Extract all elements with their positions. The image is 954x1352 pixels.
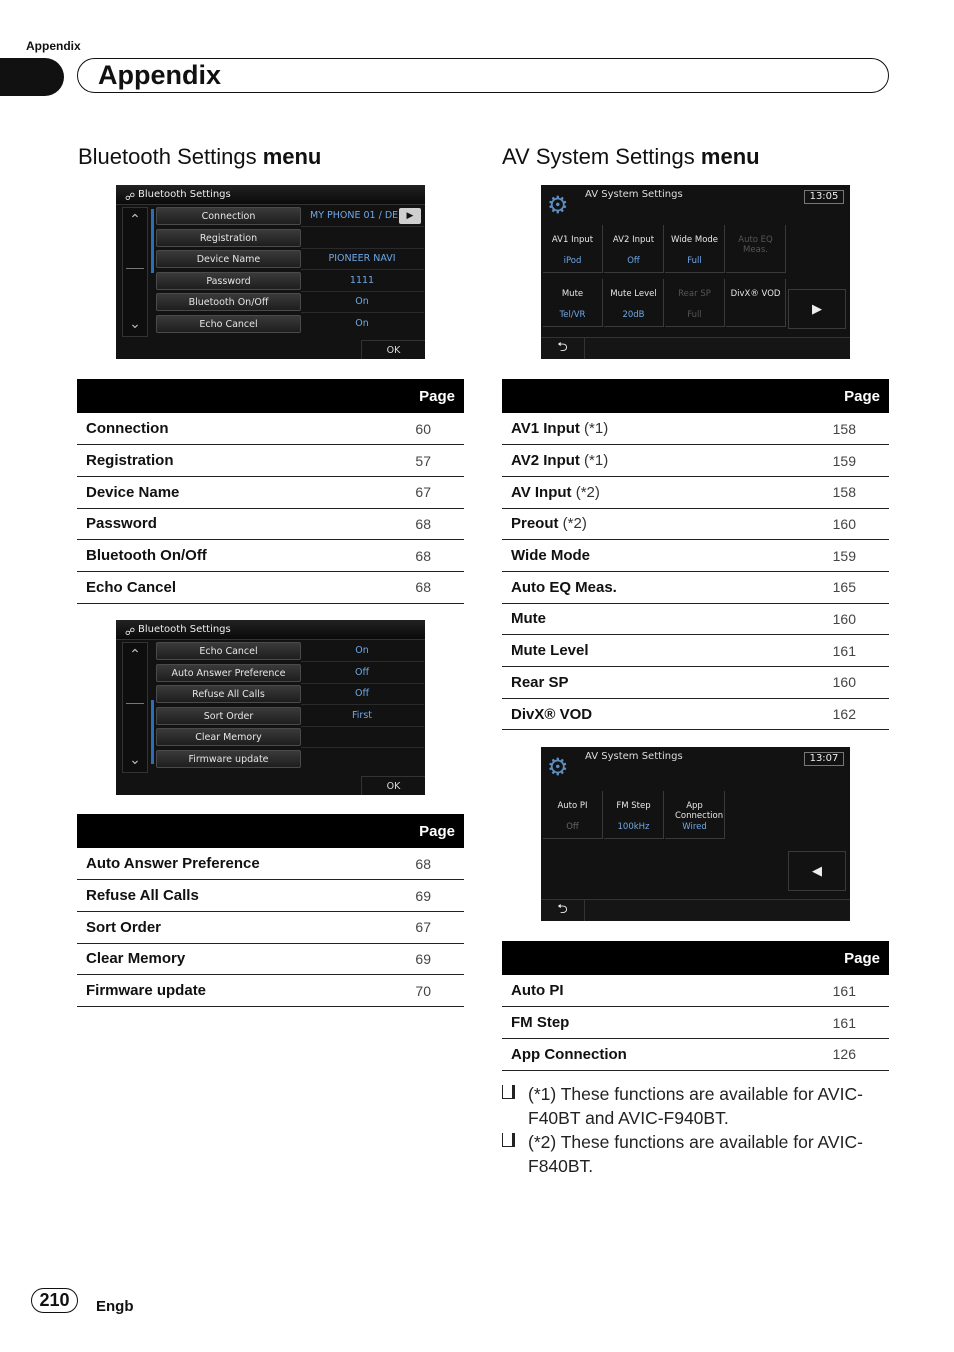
- av-setting-cell[interactable]: [726, 279, 786, 327]
- page-number: 165: [762, 571, 889, 603]
- setting-label: FM Step: [616, 801, 651, 811]
- setting-row[interactable]: [156, 685, 418, 704]
- setting-label: Auto EQ Meas.: [738, 235, 773, 255]
- bluetooth-page-table-2: [77, 814, 464, 1007]
- setting-label[interactable]: Clear Memory: [156, 728, 301, 746]
- setting-label: Mute Level: [610, 289, 657, 299]
- column-header-page: Page: [383, 814, 464, 848]
- bluetooth-heading-name: Bluetooth Settings: [78, 144, 257, 169]
- page-number: 70: [383, 975, 464, 1007]
- setting-label[interactable]: Echo Cancel: [156, 642, 301, 660]
- av-setting-cell[interactable]: [604, 791, 664, 839]
- setting-label: Auto PI: [557, 801, 588, 811]
- page-number: 68: [359, 571, 464, 603]
- setting-value: On: [355, 317, 369, 329]
- setting-value: On: [355, 296, 369, 307]
- page-number: 60: [359, 413, 464, 445]
- table-row: [77, 445, 464, 477]
- back-icon[interactable]: ⮌: [541, 899, 585, 921]
- setting-value: Off: [354, 666, 370, 678]
- setting-value: First: [352, 709, 372, 721]
- item-name: Auto PI: [502, 975, 769, 1007]
- footnote-text: (*2) These functions are available for AVIC-: [528, 1132, 863, 1152]
- setting-row[interactable]: [156, 250, 418, 269]
- scroll-divider: [126, 703, 144, 704]
- setting-value: Wired: [682, 822, 707, 832]
- column-header-item: [77, 379, 359, 413]
- scroll-panel: [122, 207, 148, 337]
- page-number: 210: [31, 1288, 78, 1313]
- column-header-item: [502, 379, 762, 413]
- clock: 13:07: [804, 752, 844, 766]
- scroll-indicator[interactable]: [151, 700, 154, 764]
- screen-title: Bluetooth Settings: [138, 189, 231, 200]
- setting-value: 1111: [349, 274, 375, 286]
- item-name: Auto Answer Preference: [77, 848, 383, 880]
- item-name: Password: [77, 508, 359, 540]
- setting-label: Wide Mode: [670, 235, 719, 245]
- setting-label[interactable]: Bluetooth On/Off: [156, 293, 301, 311]
- scroll-panel: [122, 642, 148, 773]
- table-row: [77, 880, 464, 912]
- page-number: 160: [762, 508, 889, 540]
- table-row: [77, 911, 464, 943]
- setting-label[interactable]: Password: [156, 272, 301, 290]
- av-system-settings-screen-2: [541, 747, 850, 921]
- item-name: Refuse All Calls: [77, 880, 383, 912]
- item-name: Preout (*2): [502, 508, 762, 540]
- gear-icon: ⚙: [547, 753, 569, 781]
- footnote-text: F840BT.: [528, 1156, 594, 1176]
- table-row: [502, 476, 889, 508]
- setting-value: Full: [687, 310, 702, 320]
- item-name: Bluetooth On/Off: [77, 540, 359, 572]
- item-name: Firmware update: [77, 975, 383, 1007]
- screen-title-bar: [116, 185, 425, 205]
- page-number: 161: [769, 975, 889, 1007]
- setting-row[interactable]: [156, 207, 418, 226]
- table-row: [502, 445, 889, 477]
- item-name: DivX® VOD: [502, 698, 762, 730]
- footnote-1: [502, 1082, 892, 1130]
- ok-button[interactable]: OK: [361, 776, 425, 795]
- table-row: [77, 413, 464, 445]
- setting-value: On: [355, 645, 369, 656]
- setting-row[interactable]: [156, 315, 418, 334]
- table-row: [77, 540, 464, 572]
- gear-icon: ⚙: [547, 191, 569, 219]
- checkbox-bullet-icon: [502, 1085, 515, 1099]
- setting-label: Rear SP: [678, 289, 711, 299]
- clock: 13:05: [804, 190, 844, 204]
- table-row: [502, 1007, 889, 1039]
- column-header-item: [502, 941, 769, 975]
- ok-button[interactable]: OK: [361, 340, 425, 359]
- av-page-table-1: [502, 379, 889, 730]
- setting-label[interactable]: Registration: [156, 229, 301, 247]
- page-number: 57: [359, 445, 464, 477]
- av-setting-cell[interactable]: [665, 225, 725, 273]
- setting-label: AV2 Input: [612, 235, 655, 245]
- page-title: Appendix: [98, 60, 222, 90]
- table-row: [502, 508, 889, 540]
- bluetooth-settings-screen-2: [116, 620, 425, 795]
- setting-label[interactable]: Firmware update: [156, 750, 301, 768]
- table-row: [502, 1038, 889, 1070]
- previous-page-icon[interactable]: ◀: [788, 851, 846, 891]
- bluetooth-heading: [78, 144, 321, 170]
- column-header-page: Page: [359, 379, 464, 413]
- av-setting-cell: [726, 225, 786, 273]
- screen-title: AV System Settings: [585, 189, 683, 200]
- item-name: AV1 Input (*1): [502, 413, 762, 445]
- table-row: [502, 540, 889, 572]
- scroll-up-icon[interactable]: ⌃: [129, 647, 141, 663]
- setting-label: App Connection: [675, 801, 724, 821]
- setting-row[interactable]: [156, 728, 418, 747]
- table-row: [77, 476, 464, 508]
- table-row: [502, 571, 889, 603]
- checkbox-bullet-icon: [502, 1133, 515, 1147]
- chapter-tab: [0, 58, 64, 96]
- setting-value: 100kHz: [617, 822, 650, 832]
- table-row: [77, 943, 464, 975]
- table-row: [502, 413, 889, 445]
- setting-label[interactable]: Device Name: [156, 250, 301, 268]
- setting-row[interactable]: [156, 229, 418, 248]
- column-header-page: Page: [769, 941, 889, 975]
- setting-label: AV1 Input: [551, 235, 594, 245]
- table-row: [502, 603, 889, 635]
- av-setting-cell: [665, 279, 725, 327]
- av-system-settings-screen-1: [541, 185, 850, 359]
- footnote-text: (*1) These functions are available for AVIC-: [528, 1084, 863, 1104]
- av-page-table-2: [502, 941, 889, 1071]
- setting-row[interactable]: [156, 272, 418, 291]
- setting-row[interactable]: [156, 750, 418, 769]
- item-name: AV Input (*2): [502, 476, 762, 508]
- page-number: 69: [383, 943, 464, 975]
- av-heading-name: AV System Settings: [502, 144, 695, 169]
- table-row: [77, 508, 464, 540]
- item-name: App Connection: [502, 1038, 769, 1070]
- table-row: [502, 635, 889, 667]
- phone-icon: ☍: [125, 192, 136, 203]
- page-number: 160: [762, 603, 889, 635]
- column-header-item: [77, 814, 383, 848]
- item-name: Mute Level: [502, 635, 762, 667]
- next-page-icon[interactable]: ▶: [788, 289, 846, 329]
- screen-title: AV System Settings: [585, 751, 683, 762]
- av-setting-cell[interactable]: [665, 791, 725, 839]
- page-number: 67: [383, 911, 464, 943]
- av-setting-cell[interactable]: [543, 225, 603, 273]
- setting-row[interactable]: [156, 293, 418, 312]
- footnote-text: F40BT and AVIC-F940BT.: [528, 1108, 729, 1128]
- table-row: [77, 848, 464, 880]
- item-name: Echo Cancel: [77, 571, 359, 603]
- setting-label[interactable]: Refuse All Calls: [156, 685, 301, 703]
- item-name: Clear Memory: [77, 943, 383, 975]
- footnote-2: [502, 1130, 892, 1178]
- bluetooth-settings-screen-1: [116, 185, 425, 359]
- page-number: 158: [762, 476, 889, 508]
- setting-value: iPod: [563, 256, 582, 266]
- page-number: 161: [769, 1007, 889, 1039]
- setting-label[interactable]: Auto Answer Preference: [156, 664, 301, 682]
- setting-label: DivX® VOD: [730, 289, 781, 299]
- av-setting-cell[interactable]: [604, 225, 664, 273]
- item-name: AV2 Input (*1): [502, 445, 762, 477]
- item-name: Device Name: [77, 476, 359, 508]
- av-setting-cell[interactable]: [543, 279, 603, 327]
- phone-icon: ☍: [125, 627, 136, 638]
- page-number: 126: [769, 1038, 889, 1070]
- scroll-up-icon[interactable]: ⌃: [129, 212, 141, 228]
- running-header: Appendix: [26, 39, 81, 53]
- setting-value: MY PHONE 01 / DE: [310, 210, 399, 221]
- table-row: [502, 975, 889, 1007]
- av-setting-cell[interactable]: [543, 791, 603, 839]
- page-number: 162: [762, 698, 889, 730]
- scroll-down-icon[interactable]: ⌄: [129, 752, 141, 768]
- screen-footer: [541, 337, 850, 359]
- page-number: 69: [383, 880, 464, 912]
- av-heading: [502, 144, 760, 170]
- page-number: 68: [383, 848, 464, 880]
- page-number: 68: [359, 508, 464, 540]
- setting-value: Tel/VR: [559, 310, 586, 320]
- setting-value: 20dB: [622, 310, 645, 320]
- next-page-icon[interactable]: ▶: [399, 208, 421, 224]
- setting-row[interactable]: [156, 664, 418, 683]
- table-row: [77, 975, 464, 1007]
- setting-value: Full: [687, 256, 702, 266]
- screen-title: Bluetooth Settings: [138, 624, 231, 635]
- setting-label[interactable]: Connection: [156, 207, 301, 225]
- back-icon[interactable]: ⮌: [541, 337, 585, 359]
- setting-value: Off: [566, 822, 579, 832]
- page-number: 161: [762, 635, 889, 667]
- item-name: Rear SP: [502, 667, 762, 699]
- page-number: 67: [359, 476, 464, 508]
- bluetooth-page-table-1: [77, 379, 464, 604]
- setting-value: Off: [354, 688, 370, 699]
- bluetooth-heading-menu: menu: [256, 144, 322, 169]
- language-code: Engb: [96, 1298, 134, 1315]
- column-header-page: Page: [762, 379, 889, 413]
- setting-value: Off: [627, 256, 640, 266]
- setting-label: Mute: [561, 289, 584, 299]
- item-name: Auto EQ Meas.: [502, 571, 762, 603]
- item-name: Mute: [502, 603, 762, 635]
- setting-value: PIONEER NAVI: [328, 253, 396, 264]
- table-row: [502, 698, 889, 730]
- setting-label[interactable]: Sort Order: [156, 707, 301, 725]
- av-setting-cell[interactable]: [604, 279, 664, 327]
- setting-label[interactable]: Echo Cancel: [156, 315, 301, 333]
- scroll-down-icon[interactable]: ⌄: [129, 316, 141, 332]
- item-name: FM Step: [502, 1007, 769, 1039]
- page-number: 159: [762, 540, 889, 572]
- item-name: Registration: [77, 445, 359, 477]
- setting-row[interactable]: [156, 642, 418, 661]
- page-number: 159: [762, 445, 889, 477]
- item-name: Wide Mode: [502, 540, 762, 572]
- setting-row[interactable]: [156, 707, 418, 726]
- item-name: Sort Order: [77, 911, 383, 943]
- table-row: [502, 667, 889, 699]
- item-name: Connection: [77, 413, 359, 445]
- av-heading-menu: menu: [694, 144, 760, 169]
- screen-footer: [541, 899, 850, 921]
- page-number: 68: [359, 540, 464, 572]
- scroll-indicator[interactable]: [151, 209, 154, 273]
- page-number: 158: [762, 413, 889, 445]
- scroll-divider: [126, 268, 144, 269]
- screen-title-bar: [116, 620, 425, 640]
- table-row: [77, 571, 464, 603]
- page-number: 160: [762, 667, 889, 699]
